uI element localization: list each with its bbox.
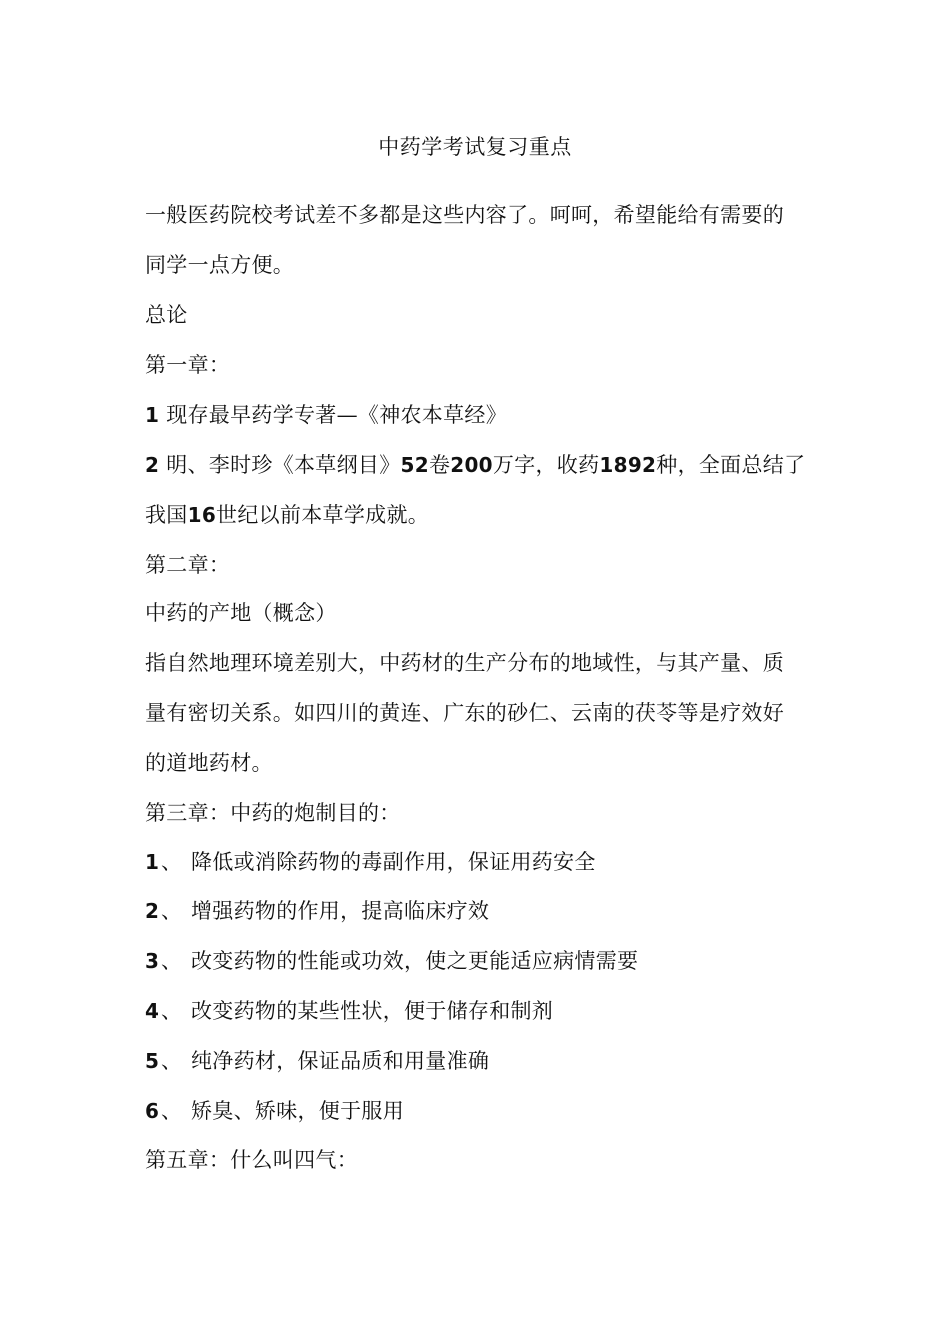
inline-number: 52 [400, 453, 429, 477]
chapter-3-item-2 [145, 894, 815, 928]
chapter-1-item-1 [145, 398, 815, 432]
inline-number: 1892 [599, 453, 657, 477]
item-number: 1 [145, 850, 160, 874]
section-general: 总论 [145, 303, 188, 327]
inline-number: 200 [450, 453, 493, 477]
item-text: 现存最早药学专著—《神农本草经》 [159, 403, 507, 427]
item-text: 降低或消除药物的毒副作用，保证用药安全 [191, 850, 596, 874]
item-text: 增强药物的作用，提高临床疗效 [191, 899, 490, 923]
chapter-2-concept: 中药的产地（概念） [145, 601, 337, 625]
item-number: 4 [145, 999, 160, 1023]
chapter-3-item-6 [145, 1094, 815, 1128]
chapter-3-heading: 第三章：中药的炮制目的： [145, 801, 401, 825]
intro-line-2: 同学一点方便。 [145, 253, 295, 277]
chapter-2-body-line-1: 指自然地理环境差别大，中药材的生产分布的地域性，与其产量、质 [145, 651, 784, 675]
chapter-2-body-line-2: 量有密切关系。如四川的黄连、广东的砂仁、云南的茯苓等是疗效好 [145, 701, 784, 725]
item-number: 2 [145, 453, 160, 477]
item-separator: 、 [161, 949, 183, 973]
item-separator: 、 [161, 1099, 183, 1123]
chapter-1-heading: 第一章： [145, 353, 231, 377]
item-number: 1 [145, 403, 160, 427]
chapter-3-item-4 [145, 994, 815, 1028]
item-text: 种，全面总结了 [656, 453, 806, 477]
item-number: 5 [145, 1049, 160, 1073]
item-text: 卷 [428, 453, 451, 477]
item-separator: 、 [161, 850, 183, 874]
intro-line-1: 一般医药院校考试差不多都是这些内容了。呵呵，希望能给有需要的 [145, 203, 784, 227]
inline-number: 16 [187, 503, 217, 527]
item-separator: 、 [161, 1049, 183, 1073]
chapter-1-item-2-line-2 [145, 498, 815, 532]
item-text: 改变药物的某些性状，便于储存和制剂 [191, 999, 554, 1023]
item-text: 矫臭、矫味，便于服用 [191, 1099, 404, 1123]
item-text: 改变药物的性能或功效，使之更能适应病情需要 [191, 949, 639, 973]
item-text: 世纪以前本草学成就。 [216, 503, 430, 527]
item-text: 万字，收药 [492, 453, 600, 477]
document-title: 中药学考试复习重点 [378, 135, 572, 159]
item-number: 3 [145, 949, 160, 973]
item-separator: 、 [161, 899, 183, 923]
chapter-1-item-2-line-1 [145, 448, 815, 482]
item-text: 纯净药材，保证品质和用量准确 [191, 1049, 490, 1073]
item-number: 2 [145, 899, 160, 923]
chapter-3-item-5 [145, 1044, 815, 1078]
item-text: 我国 [145, 503, 188, 527]
chapter-2-heading: 第二章： [145, 553, 231, 577]
item-separator: 、 [161, 999, 183, 1023]
item-text: 明、李时珍《本草纲目》 [159, 453, 401, 477]
chapter-3-item-3 [145, 944, 815, 978]
item-number: 6 [145, 1099, 160, 1123]
chapter-5-heading: 第五章：什么叫四气： [145, 1148, 358, 1172]
chapter-3-item-1 [145, 845, 815, 879]
chapter-2-body-line-3: 的道地药材。 [145, 751, 273, 775]
